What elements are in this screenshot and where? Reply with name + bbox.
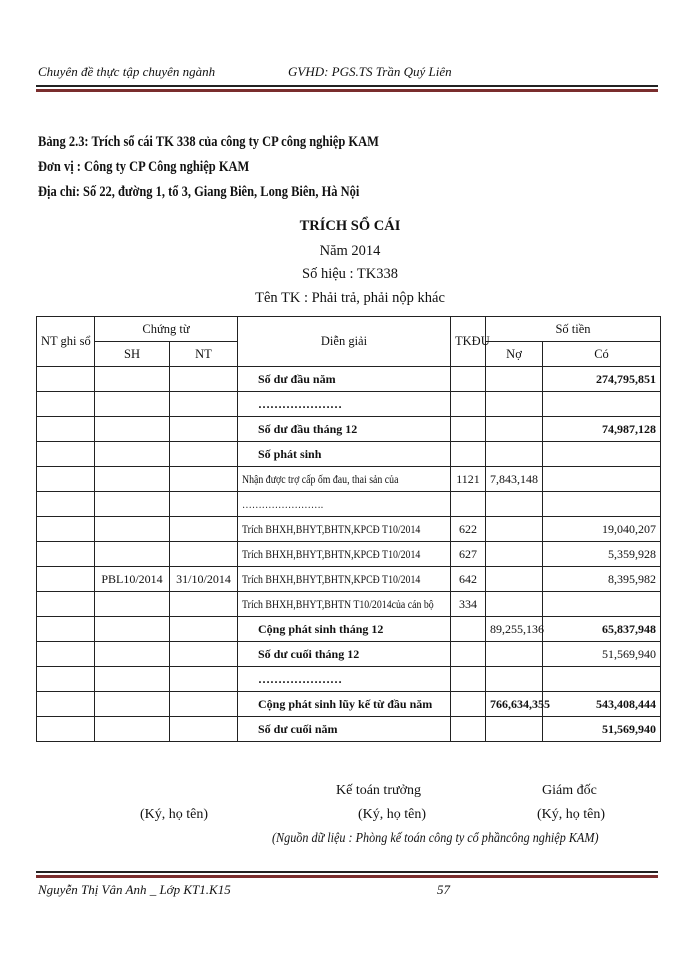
col-dien-giai: Diễn giải bbox=[238, 317, 451, 367]
cell-no bbox=[486, 492, 543, 517]
row-value: 31/10/2014 bbox=[176, 571, 231, 586]
row-value: 543,408,444 bbox=[596, 696, 657, 711]
header-divider bbox=[36, 85, 658, 87]
cell-desc bbox=[238, 717, 451, 742]
cell-no bbox=[486, 417, 543, 442]
cell-nt-ghi-so bbox=[37, 542, 95, 567]
ledger-year: Năm 2014 bbox=[319, 243, 381, 259]
table-row bbox=[37, 467, 661, 492]
footer-author: Nguyễn Thị Vân Anh _ Lớp KT1.K15 bbox=[38, 882, 231, 897]
cell-tkdu bbox=[451, 367, 486, 392]
table-row bbox=[37, 692, 661, 717]
cell-nt-ghi-so bbox=[37, 392, 95, 417]
data-source: (Nguồn dữ liệu : Phòng kế toán công ty cổ phầncông nghiệp KAM) bbox=[272, 830, 599, 845]
cell-desc bbox=[238, 567, 451, 592]
cell-co bbox=[543, 567, 661, 592]
cell-nt-ghi-so bbox=[37, 467, 95, 492]
row-description: Số dư cuối tháng 12 bbox=[258, 646, 360, 661]
cell-tkdu bbox=[451, 442, 486, 467]
cell-no bbox=[486, 642, 543, 667]
row-value: 274,795,851 bbox=[596, 371, 657, 386]
accountant-title: Kế toán trưởng bbox=[336, 783, 421, 798]
row-value: 89,255,136 bbox=[490, 621, 544, 636]
cell-nt bbox=[170, 692, 238, 717]
cell-sh bbox=[95, 392, 170, 417]
col-no: Nợ bbox=[486, 342, 543, 367]
row-description: ………………… bbox=[258, 396, 342, 411]
cell-sh bbox=[95, 642, 170, 667]
table-row bbox=[37, 392, 661, 417]
ledger-table bbox=[36, 316, 661, 742]
cell-co bbox=[543, 592, 661, 617]
cell-tkdu bbox=[451, 642, 486, 667]
cell-nt bbox=[170, 542, 238, 567]
cell-desc bbox=[238, 692, 451, 717]
sign-right: (Ký, họ tên) bbox=[537, 807, 606, 822]
cell-no bbox=[486, 467, 543, 492]
cell-sh bbox=[95, 567, 170, 592]
cell-nt bbox=[170, 667, 238, 692]
row-description: Trích BHXH,BHYT,BHTN T10/2014của cán bộ bbox=[242, 596, 434, 611]
footer-divider-accent bbox=[36, 875, 658, 878]
cell-no bbox=[486, 392, 543, 417]
cell-tkdu bbox=[451, 392, 486, 417]
row-description: Số dư cuối năm bbox=[258, 721, 338, 736]
cell-co bbox=[543, 517, 661, 542]
cell-co bbox=[543, 542, 661, 567]
footer-divider bbox=[36, 871, 658, 873]
cell-nt-ghi-so bbox=[37, 717, 95, 742]
director-title: Giám đốc bbox=[542, 783, 597, 798]
cell-co bbox=[543, 367, 661, 392]
cell-nt bbox=[170, 717, 238, 742]
cell-nt-ghi-so bbox=[37, 567, 95, 592]
cell-sh bbox=[95, 592, 170, 617]
row-description: Nhận được trợ cấp ốm đau, thai sản của bbox=[242, 471, 399, 486]
cell-nt bbox=[170, 617, 238, 642]
row-value: 5,359,928 bbox=[608, 546, 657, 561]
sign-left: (Ký, họ tên) bbox=[140, 807, 209, 822]
col-nt-ghi-so: NT ghi sổ bbox=[37, 317, 95, 367]
row-description: Trích BHXH,BHYT,BHTN,KPCĐ T10/2014 bbox=[242, 571, 421, 586]
col-tkdu: TKĐU bbox=[451, 317, 486, 367]
cell-tkdu bbox=[451, 617, 486, 642]
cell-nt bbox=[170, 367, 238, 392]
cell-desc bbox=[238, 617, 451, 642]
row-value: 7,843,148 bbox=[490, 471, 538, 486]
cell-nt-ghi-so bbox=[37, 692, 95, 717]
cell-nt bbox=[170, 592, 238, 617]
header-right: GVHD: PGS.TS Trần Quý Liên bbox=[288, 64, 452, 79]
cell-no bbox=[486, 367, 543, 392]
row-description: Số dư đầu tháng 12 bbox=[258, 421, 358, 436]
row-value: 74,987,128 bbox=[602, 421, 657, 436]
cell-no bbox=[486, 617, 543, 642]
ledger-body bbox=[37, 367, 661, 742]
cell-nt-ghi-so bbox=[37, 367, 95, 392]
cell-no bbox=[486, 442, 543, 467]
table-row bbox=[37, 442, 661, 467]
row-value: 334 bbox=[459, 596, 477, 611]
table-row bbox=[37, 517, 661, 542]
cell-co bbox=[543, 667, 661, 692]
cell-nt bbox=[170, 642, 238, 667]
cell-nt-ghi-so bbox=[37, 492, 95, 517]
row-value: 51,569,940 bbox=[602, 721, 657, 736]
cell-nt-ghi-so bbox=[37, 667, 95, 692]
col-sh: SH bbox=[95, 342, 170, 367]
table-row bbox=[37, 542, 661, 567]
cell-sh bbox=[95, 417, 170, 442]
row-value: 8,395,982 bbox=[608, 571, 657, 586]
account-number: Số hiệu : TK338 bbox=[302, 266, 398, 282]
cell-nt bbox=[170, 392, 238, 417]
cell-nt bbox=[170, 442, 238, 467]
cell-sh bbox=[95, 692, 170, 717]
cell-no bbox=[486, 567, 543, 592]
cell-tkdu bbox=[451, 417, 486, 442]
cell-co bbox=[543, 642, 661, 667]
cell-co bbox=[543, 617, 661, 642]
row-description: Trích BHXH,BHYT,BHTN,KPCĐ T10/2014 bbox=[242, 521, 421, 536]
cell-desc bbox=[238, 592, 451, 617]
cell-sh bbox=[95, 442, 170, 467]
row-description: Số dư đầu năm bbox=[258, 371, 336, 386]
row-value: 622 bbox=[459, 521, 477, 536]
cell-nt-ghi-so bbox=[37, 442, 95, 467]
cell-desc bbox=[238, 492, 451, 517]
table-row bbox=[37, 642, 661, 667]
cell-tkdu bbox=[451, 692, 486, 717]
row-value: PBL10/2014 bbox=[101, 571, 163, 586]
cell-desc bbox=[238, 642, 451, 667]
cell-nt-ghi-so bbox=[37, 592, 95, 617]
cell-co bbox=[543, 717, 661, 742]
col-nt: NT bbox=[170, 342, 238, 367]
cell-nt-ghi-so bbox=[37, 617, 95, 642]
row-value: 65,837,948 bbox=[602, 621, 657, 636]
table-row bbox=[37, 567, 661, 592]
page-number: 57 bbox=[437, 882, 450, 897]
ledger-heading: TRÍCH SỔ CÁI bbox=[299, 218, 401, 234]
company-unit: Đơn vị : Công ty CP Công nghiệp KAM bbox=[38, 159, 250, 175]
cell-sh bbox=[95, 717, 170, 742]
cell-desc bbox=[238, 667, 451, 692]
row-description: Cộng phát sinh lũy kế từ đầu năm bbox=[258, 696, 433, 711]
cell-no bbox=[486, 717, 543, 742]
cell-no bbox=[486, 542, 543, 567]
cell-no bbox=[486, 692, 550, 717]
col-chung-tu: Chứng từ bbox=[95, 317, 238, 342]
cell-sh bbox=[95, 517, 170, 542]
row-value: 51,569,940 bbox=[602, 646, 657, 661]
company-address: Địa chỉ: Số 22, đường 1, tổ 3, Giang Biên, Long Biên, Hà Nội bbox=[38, 184, 360, 200]
cell-tkdu bbox=[451, 467, 486, 492]
cell-desc bbox=[238, 467, 451, 492]
cell-sh bbox=[95, 667, 170, 692]
cell-nt bbox=[170, 417, 238, 442]
cell-tkdu bbox=[451, 567, 486, 592]
cell-sh bbox=[95, 492, 170, 517]
cell-no bbox=[486, 667, 543, 692]
cell-sh bbox=[95, 467, 170, 492]
cell-desc bbox=[238, 517, 451, 542]
sign-mid: (Ký, họ tên) bbox=[358, 807, 427, 822]
cell-desc bbox=[238, 392, 451, 417]
cell-no bbox=[486, 517, 543, 542]
cell-nt bbox=[170, 492, 238, 517]
row-value: 766,634,355 bbox=[490, 696, 550, 711]
table-row bbox=[37, 717, 661, 742]
cell-co bbox=[543, 492, 661, 517]
header-left: Chuyên đề thực tập chuyên ngành bbox=[38, 64, 216, 79]
cell-nt-ghi-so bbox=[37, 642, 95, 667]
cell-tkdu bbox=[451, 517, 486, 542]
row-description: ……………………. bbox=[242, 496, 324, 511]
table-row bbox=[37, 617, 661, 642]
row-description: Số phát sinh bbox=[258, 446, 322, 461]
cell-sh bbox=[95, 617, 170, 642]
cell-nt bbox=[170, 517, 238, 542]
table-row bbox=[37, 417, 661, 442]
cell-tkdu bbox=[451, 592, 486, 617]
table-row bbox=[37, 492, 661, 517]
cell-co bbox=[543, 692, 661, 717]
row-value: 1121 bbox=[456, 471, 480, 486]
cell-desc bbox=[238, 417, 451, 442]
cell-co bbox=[543, 417, 661, 442]
col-co: Có bbox=[543, 342, 661, 367]
cell-tkdu bbox=[451, 492, 486, 517]
row-value: 19,040,207 bbox=[602, 521, 657, 536]
cell-nt-ghi-so bbox=[37, 417, 95, 442]
cell-no bbox=[486, 592, 543, 617]
cell-desc bbox=[238, 542, 451, 567]
row-value: 627 bbox=[459, 546, 477, 561]
header-divider-accent bbox=[36, 89, 658, 92]
account-name: Tên TK : Phải trả, phải nộp khác bbox=[255, 290, 445, 306]
table-row bbox=[37, 667, 661, 692]
row-description: ………………… bbox=[258, 671, 342, 686]
row-value: 642 bbox=[459, 571, 477, 586]
cell-nt bbox=[170, 567, 238, 592]
row-description: Trích BHXH,BHYT,BHTN,KPCĐ T10/2014 bbox=[242, 546, 421, 561]
cell-nt-ghi-so bbox=[37, 517, 95, 542]
table-row bbox=[37, 367, 661, 392]
row-description: Cộng phát sinh tháng 12 bbox=[258, 621, 384, 636]
table-caption: Bảng 2.3: Trích sổ cái TK 338 của công ty CP công nghiệp KAM bbox=[38, 134, 379, 150]
table-row bbox=[37, 592, 661, 617]
cell-co bbox=[543, 392, 661, 417]
cell-desc bbox=[238, 367, 451, 392]
cell-desc bbox=[238, 442, 451, 467]
cell-tkdu bbox=[451, 667, 486, 692]
cell-co bbox=[543, 442, 661, 467]
cell-tkdu bbox=[451, 542, 486, 567]
cell-tkdu bbox=[451, 717, 486, 742]
cell-sh bbox=[95, 367, 170, 392]
cell-nt bbox=[170, 467, 238, 492]
cell-co bbox=[543, 467, 661, 492]
cell-sh bbox=[95, 542, 170, 567]
col-so-tien: Số tiền bbox=[486, 317, 661, 342]
